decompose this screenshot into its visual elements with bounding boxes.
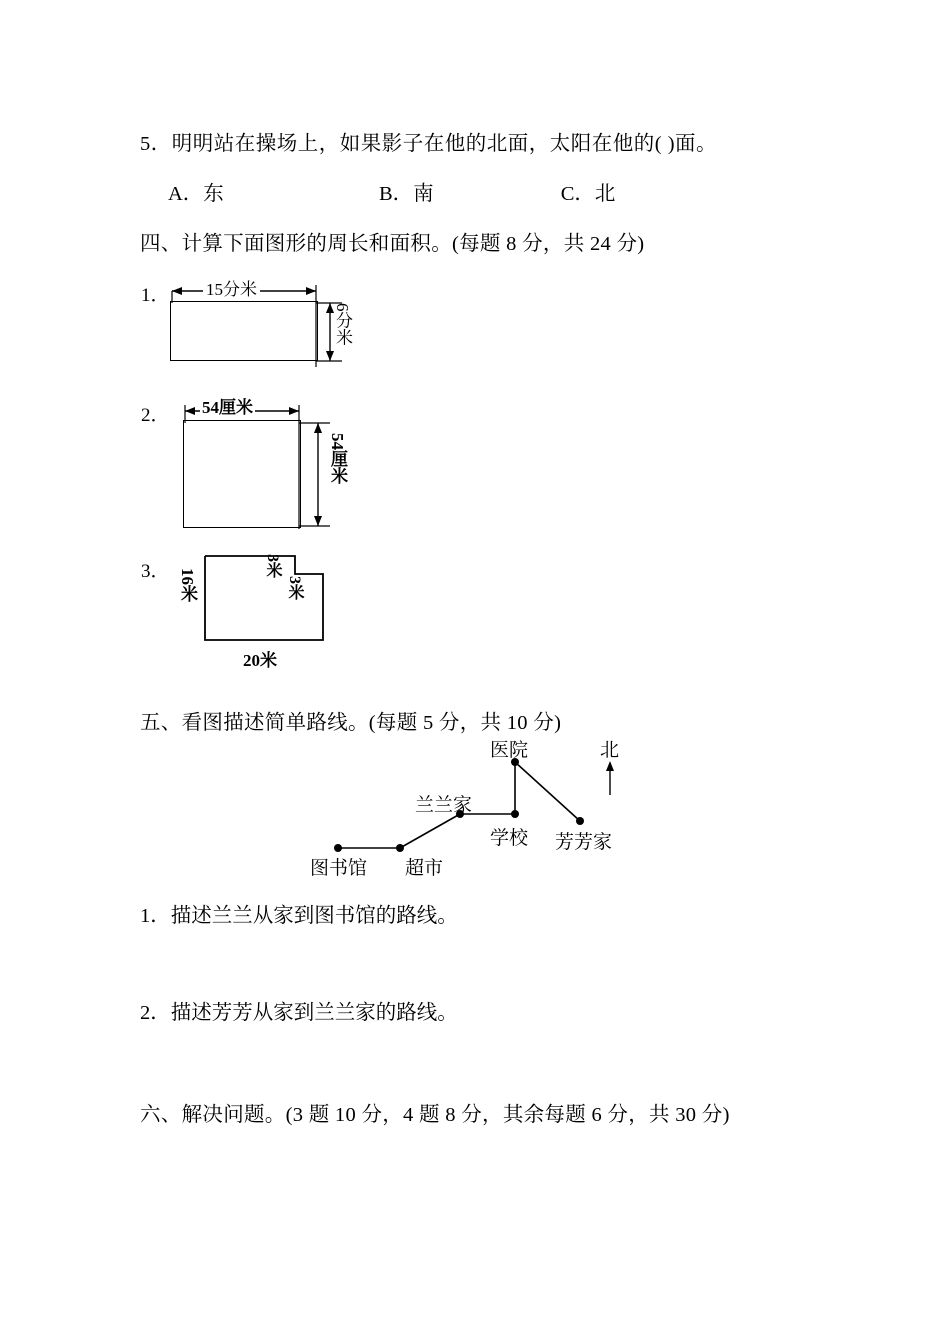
map-label-north: 北 bbox=[600, 740, 620, 761]
map-label-school: 学校 bbox=[490, 828, 529, 849]
label-54-centimeters-top: 54厘米 bbox=[200, 393, 255, 418]
route-map bbox=[300, 735, 700, 895]
label-16-meters: 16米 bbox=[178, 568, 197, 602]
map-label-market: 超市 bbox=[405, 858, 444, 879]
label-15-decimeters: 15分米 bbox=[203, 275, 260, 300]
figure-l-shape bbox=[165, 548, 415, 673]
l-shape-outline bbox=[165, 548, 415, 673]
option-b[interactable]: B．南 bbox=[378, 183, 434, 205]
label-3-meters-b: 3米 bbox=[286, 576, 303, 600]
item-4-1-number: 1． bbox=[141, 285, 170, 306]
question-5-options bbox=[168, 176, 615, 206]
section-5-heading: 五、看图描述简单路线。(每题 5 分，共 10 分) bbox=[140, 712, 562, 734]
section-6-heading: 六、解决问题。(3 题 10 分，4 题 8 分，其余每题 6 分，共 30 分) bbox=[140, 1104, 730, 1126]
section-5-question-1: 1．描述兰兰从家到图书馆的路线。 bbox=[140, 905, 458, 927]
question-5-text: 5．明明站在操场上，如果影子在他的北面，太阳在他的( )面。 bbox=[140, 133, 718, 155]
map-label-lanlan-home: 兰兰家 bbox=[415, 795, 473, 816]
label-3-meters-a: 3米 bbox=[264, 554, 281, 578]
item-4-3-number: 3． bbox=[141, 561, 170, 582]
item-4-2-number: 2． bbox=[141, 405, 170, 426]
option-c[interactable]: C．北 bbox=[560, 183, 616, 205]
label-20-meters: 20米 bbox=[243, 651, 277, 670]
figure-square-54x54 bbox=[170, 393, 410, 538]
map-label-library: 图书馆 bbox=[310, 858, 368, 879]
label-54-centimeters-right: 54厘米 bbox=[328, 433, 347, 484]
section-4-heading: 四、计算下面图形的周长和面积。(每题 8 分，共 24 分) bbox=[140, 233, 645, 255]
figure-rectangle-15x6 bbox=[170, 275, 390, 375]
map-label-fangfang-home: 芳芳家 bbox=[555, 832, 613, 853]
map-label-hospital: 医院 bbox=[490, 740, 529, 761]
option-a[interactable]: A．东 bbox=[168, 183, 224, 205]
label-6-decimeters: 6分米 bbox=[333, 303, 352, 346]
section-5-question-2: 2．描述芳芳从家到兰兰家的路线。 bbox=[140, 1002, 458, 1024]
